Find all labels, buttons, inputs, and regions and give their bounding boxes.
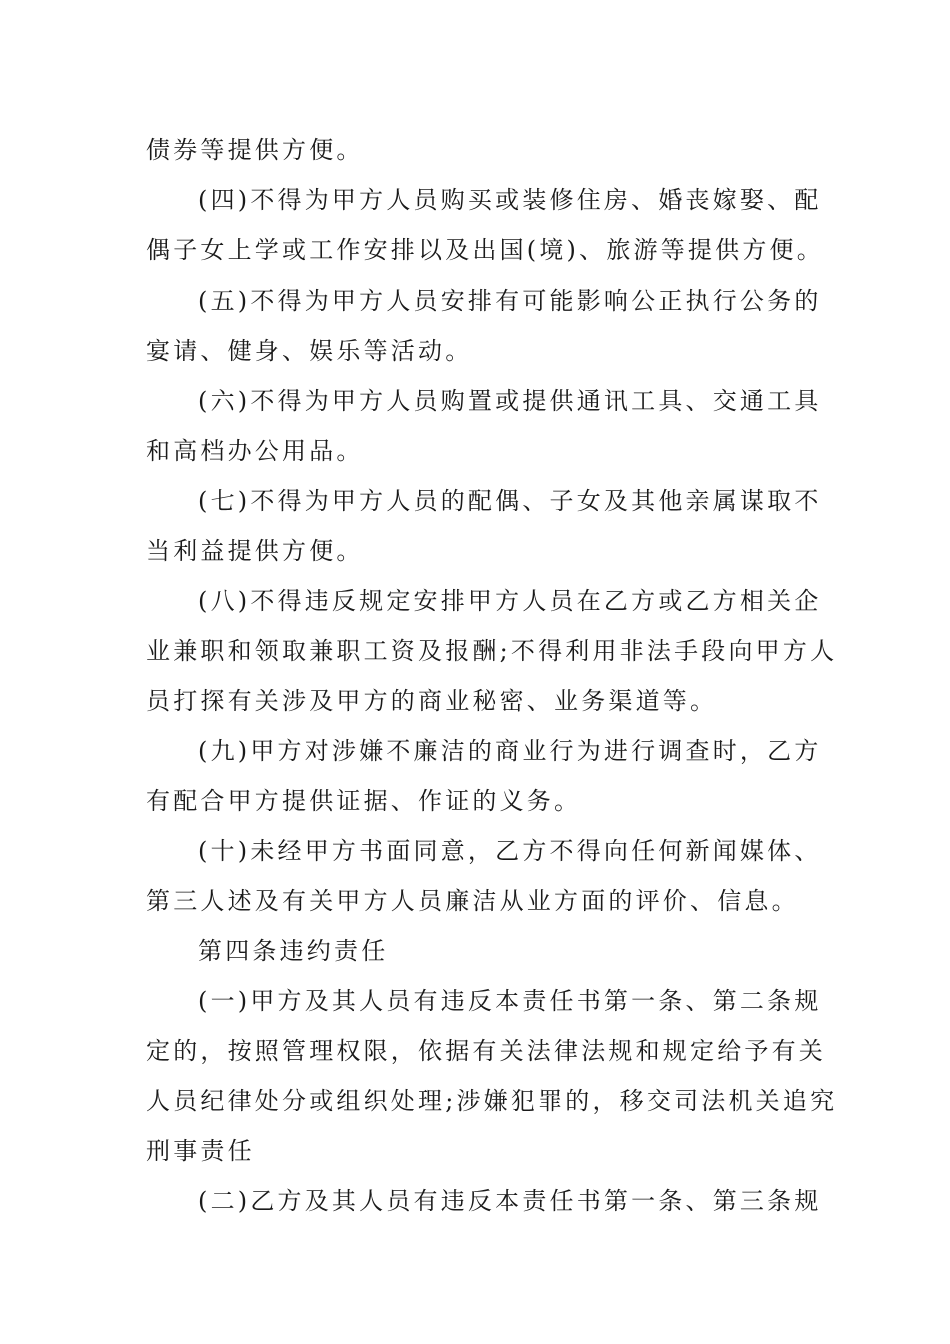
text-line: (四)不得为甲方人员购买或装修住房、婚丧嫁娶、配 [198, 186, 822, 214]
text-line: 员打探有关涉及甲方的商业秘密、业务渠道等。 [146, 687, 718, 715]
text-line: 宴请、健身、娱乐等活动。 [146, 337, 473, 365]
text-line: 和高档办公用品。 [146, 437, 364, 465]
text-line: 第三人述及有关甲方人员廉洁从业方面的评价、信息。 [146, 887, 799, 915]
text-line: 人员纪律处分或组织处理;涉嫌犯罪的，移交司法机关追究 [146, 1087, 838, 1115]
text-line: (八)不得违反规定安排甲方人员在乙方或乙方相关企 [198, 587, 822, 615]
text-line: 偶子女上学或工作安排以及出国(境)、旅游等提供方便。 [146, 236, 824, 264]
text-line: 有配合甲方提供证据、作证的义务。 [146, 787, 582, 815]
text-line: 业兼职和领取兼职工资及报酬;不得利用非法手段向甲方人 [146, 637, 838, 665]
text-line: 当利益提供方便。 [146, 537, 364, 565]
section-heading: 第四条违约责任 [198, 937, 389, 965]
text-line: 债券等提供方便。 [146, 136, 364, 164]
text-line: (七)不得为甲方人员的配偶、子女及其他亲属谋取不 [198, 487, 822, 515]
text-line: 定的，按照管理权限，依据有关法律法规和规定给予有关 [146, 1037, 826, 1065]
text-line: (六)不得为甲方人员购置或提供通讯工具、交通工具 [198, 387, 822, 415]
text-line: (二)乙方及其人员有违反本责任书第一条、第三条规 [198, 1187, 822, 1215]
text-line: (十)未经甲方书面同意，乙方不得向任何新闻媒体、 [198, 837, 822, 865]
text-line: 刑事责任 [146, 1137, 255, 1165]
text-line: (一)甲方及其人员有违反本责任书第一条、第二条规 [198, 987, 822, 1015]
text-line: (五)不得为甲方人员安排有可能影响公正执行公务的 [198, 287, 822, 315]
text-line: (九)甲方对涉嫌不廉洁的商业行为进行调查时，乙方 [198, 737, 822, 765]
